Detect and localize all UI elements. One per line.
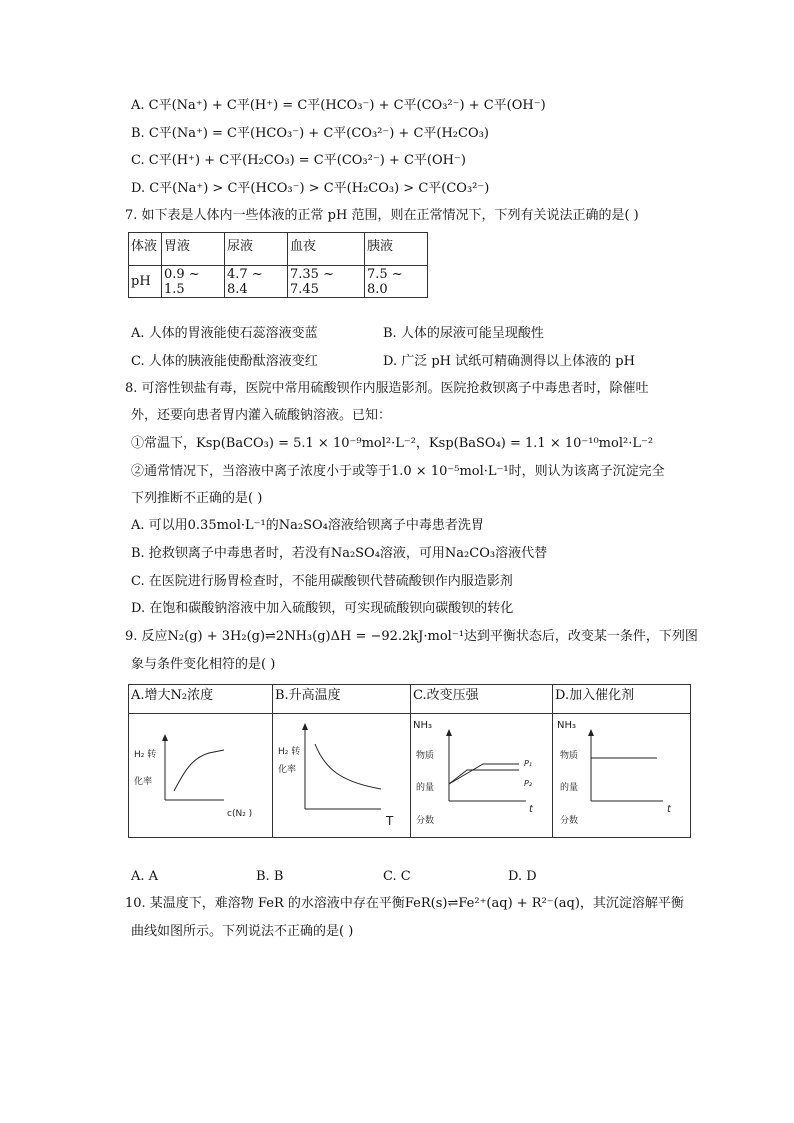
q7-option-d: D. 广泛 pH 试纸可精确测得以上体液的 pH (383, 354, 635, 369)
graph-panel-d-title: D.加入催化剂 (553, 685, 690, 714)
ph-table-header: 胃液 (162, 233, 225, 266)
graph-c-plot (411, 714, 552, 838)
q7-option-b: B. 人体的尿液可能呈现酸性 (383, 326, 544, 341)
graph-c-label-p1: P₁ (524, 759, 533, 768)
q8-stem-line1: 8. 可溶性钡盐有毒，医院中常用硫酸钡作内服造影剂。医院抢救钡离子中毒患者时，除催吐 (125, 381, 649, 396)
q7-option-a: A. 人体的胃液能使石蕊溶液变蓝 (131, 326, 318, 341)
ph-table-header: 胰液 (365, 233, 428, 266)
graph-panel-b-title: B.升高温度 (273, 685, 410, 714)
q8-option-c: C. 在医院进行肠胃检查时，不能用碳酸钡代替硫酸钡作内服造影剂 (131, 574, 513, 589)
q9-option-b: B. B (256, 869, 284, 884)
graph-d-y-arrow (588, 729, 594, 736)
graph-d-plot (553, 714, 689, 838)
ph-table-header: 血夜 (288, 233, 365, 266)
ph-table-cell: 7.5 ~ 8.0 (365, 266, 428, 298)
graph-c-ylabel-3: 分数 (416, 816, 435, 826)
q8-ask: 下列推断不正确的是( ) (131, 491, 263, 506)
graph-a-curve (174, 750, 224, 791)
q8-option-b: B. 抢救钡离子中毒患者时，若没有Na₂SO₄溶液，可用Na₂CO₃溶液代替 (131, 546, 548, 561)
q7-stem: 7. 如下表是人体内一些体液的正常 pH 范围，则在正常情况下，下列有关说法正确的是( ) (125, 208, 639, 223)
q6-option-a: A. C平(Na⁺) + C平(H⁺) = C平(HCO₃⁻) + C平(CO₃²⁻) + C平(OH⁻) (131, 98, 546, 113)
q8-option-d: D. 在饱和碳酸钠溶液中加入硫酸钡，可实现硫酸钡向碳酸钡的转化 (131, 601, 514, 616)
graph-b-ylabel-2: 化率 (278, 765, 297, 775)
graph-a-xlabel: c(N₂ ) (227, 809, 253, 819)
q9-graph-table (128, 684, 691, 838)
ph-table-header-row (129, 233, 428, 266)
graph-c-y-arrow (446, 729, 452, 736)
graph-c-ylabel-1: 物质 (416, 751, 435, 761)
graph-panel-b (273, 685, 411, 837)
ph-table-row (129, 266, 428, 298)
graph-d-ytop: NH₃ (557, 720, 577, 731)
q10-stem-line2: 曲线如图所示。下列说法不正确的是( ) (131, 924, 354, 939)
ph-table-cell: pH (129, 266, 162, 298)
graph-d-ylabel-2: 的量 (560, 783, 579, 793)
graph-b-ylabel-1: H₂ 转 (278, 747, 301, 757)
graph-b-plot (273, 714, 410, 838)
q8-condition-2: ②通常情况下，当溶液中离子浓度小于或等于1.0 × 10⁻⁵mol·L⁻¹时，则认为该离子沉淀完全 (131, 464, 665, 479)
graph-b-y-arrow (302, 723, 308, 730)
graph-panel-c-title: C.改变压强 (411, 685, 552, 714)
graph-panel-a-title: A.增大N₂浓度 (129, 685, 272, 714)
graph-a-ylabel-2: 化率 (134, 777, 153, 787)
q6-option-c: C. C平(H⁺) + C平(H₂CO₃) = C平(CO₃²⁻) + C平(OH⁻) (131, 153, 466, 168)
graph-c-xlabel: t (529, 804, 533, 815)
graph-panel-c (411, 685, 553, 837)
q10-stem-line1: 10. 某温度下，难溶物 FeR 的水溶液中存在平衡FeR(s)⇌Fe²⁺(aq) + R²⁻(aq)，其沉淀溶解平衡 (125, 896, 684, 911)
graph-d-xlabel: t (667, 804, 671, 815)
graph-c-line-p2 (449, 770, 519, 784)
q9-option-c: C. C (383, 869, 411, 884)
graph-panel-a (129, 685, 273, 837)
graph-b-curve (315, 744, 381, 789)
ph-table-cell: 0.9 ~ 1.5 (162, 266, 225, 298)
graph-c-label-p2: P₂ (524, 779, 533, 788)
ph-table-header: 尿液 (225, 233, 288, 266)
q9-stem-line2: 象与条件变化相符的是( ) (131, 657, 276, 672)
graph-panel-d (553, 685, 690, 837)
graph-c-ytop: NH₃ (413, 720, 433, 731)
q8-condition-1: ①常温下，Ksp(BaCO₃) = 5.1 × 10⁻⁹mol²·L⁻²，Ksp(BaSO₄) = 1.1 × 10⁻¹⁰mol²·L⁻² (131, 436, 654, 451)
ph-table-cell: 4.7 ~ 8.4 (225, 266, 288, 298)
q9-option-d: D. D (508, 869, 537, 884)
q9-stem-line1: 9. 反应N₂(g) + 3H₂(g)⇌2NH₃(g)ΔH = −92.2kJ·mol⁻¹达到平衡状态后，改变某一条件，下列图 (125, 629, 698, 644)
graph-d-ylabel-1: 物质 (560, 751, 579, 761)
graph-a-plot (129, 714, 272, 838)
ph-table-cell: 7.35 ~ 7.45 (288, 266, 365, 298)
ph-table-header: 体液 (129, 233, 162, 266)
q6-option-b: B. C平(Na⁺) = C平(HCO₃⁻) + C平(CO₃²⁻) + C平(H₂CO₃) (131, 126, 489, 141)
graph-b-xlabel: T (386, 814, 394, 828)
q8-stem-line2: 外，还要向患者胃内灌入硫酸钠溶液。已知： (131, 408, 392, 423)
q9-option-a: A. A (131, 869, 159, 884)
graph-a-y-arrow (162, 734, 168, 741)
q6-option-d: D. C平(Na⁺) > C平(HCO₃⁻) > C平(H₂CO₃) > C平(CO₃²⁻) (131, 181, 490, 196)
graph-a-ylabel-1: H₂ 转 (134, 750, 157, 760)
graph-c-line-p1 (449, 764, 519, 784)
q8-option-a: A. 可以用0.35mol·L⁻¹的Na₂SO₄溶液给钡离子中毒患者洗胃 (131, 518, 484, 533)
graph-c-ylabel-2: 的量 (416, 783, 435, 793)
q7-option-c: C. 人体的胰液能使酚酞溶液变红 (131, 354, 318, 369)
graph-d-ylabel-3: 分数 (560, 816, 579, 826)
ph-table (128, 232, 428, 298)
